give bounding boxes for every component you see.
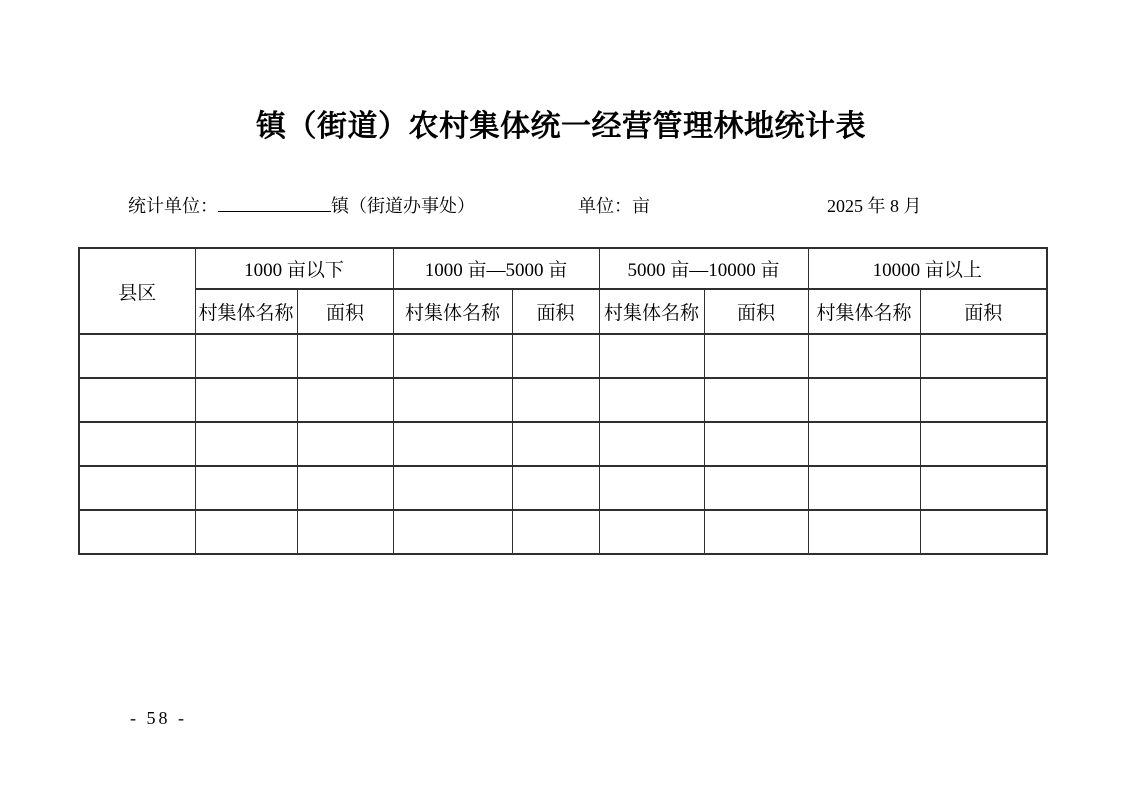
empty-cell — [599, 466, 704, 510]
empty-cell — [920, 334, 1047, 378]
table-row — [79, 422, 1047, 466]
empty-cell — [79, 334, 195, 378]
empty-cell — [195, 334, 297, 378]
empty-cell — [297, 510, 393, 554]
empty-cell — [195, 466, 297, 510]
empty-cell — [512, 422, 599, 466]
empty-cell — [297, 378, 393, 422]
empty-cell — [599, 334, 704, 378]
empty-cell — [599, 422, 704, 466]
table-row — [79, 510, 1047, 554]
empty-cell — [393, 422, 512, 466]
sub-header-cell: 面积 — [512, 289, 599, 334]
org-suffix-label: 镇（街道办事处） — [331, 196, 475, 216]
sub-header-cell: 面积 — [704, 289, 808, 334]
empty-cell — [704, 510, 808, 554]
group-header-cell: 5000 亩—10000 亩 — [599, 248, 808, 289]
empty-cell — [393, 334, 512, 378]
fill-in-blank — [218, 196, 331, 212]
empty-cell — [704, 334, 808, 378]
empty-cell — [808, 422, 920, 466]
sub-header-cell: 村集体名称 — [599, 289, 704, 334]
empty-cell — [808, 378, 920, 422]
sub-header-cell: 村集体名称 — [393, 289, 512, 334]
sub-header-cell: 村集体名称 — [808, 289, 920, 334]
sub-header-cell: 面积 — [920, 289, 1047, 334]
empty-cell — [297, 334, 393, 378]
sub-header-cell: 村集体名称 — [195, 289, 297, 334]
empty-cell — [79, 422, 195, 466]
empty-cell — [393, 510, 512, 554]
empty-cell — [512, 334, 599, 378]
page-number: - 58 - — [130, 708, 187, 728]
empty-cell — [920, 422, 1047, 466]
empty-cell — [599, 510, 704, 554]
empty-cell — [599, 378, 704, 422]
empty-cell — [79, 510, 195, 554]
empty-cell — [704, 466, 808, 510]
empty-cell — [920, 378, 1047, 422]
stat-unit-line — [128, 192, 475, 218]
table-row — [79, 378, 1047, 422]
group-header-cell: 10000 亩以上 — [808, 248, 1047, 289]
group-header-cell: 1000 亩—5000 亩 — [393, 248, 599, 289]
empty-cell — [512, 378, 599, 422]
empty-cell — [920, 466, 1047, 510]
statistics-table — [78, 247, 1048, 555]
empty-cell — [195, 510, 297, 554]
empty-cell — [79, 378, 195, 422]
empty-cell — [920, 510, 1047, 554]
empty-cell — [195, 422, 297, 466]
empty-cell — [79, 466, 195, 510]
stat-unit-label: 统计单位： — [128, 196, 218, 216]
report-date: 2025 年 8 月 — [827, 196, 922, 216]
table-row — [79, 334, 1047, 378]
table-row — [79, 466, 1047, 510]
group-header-cell: 1000 亩以下 — [195, 248, 393, 289]
empty-cell — [393, 466, 512, 510]
sub-header-cell: 面积 — [297, 289, 393, 334]
document-title: 镇（街道）农村集体统一经营管理林地统计表 — [256, 110, 866, 143]
corner-header-cell: 县区 — [79, 248, 195, 334]
empty-cell — [808, 510, 920, 554]
meta-line — [0, 192, 1122, 222]
empty-cell — [808, 466, 920, 510]
table-header — [79, 248, 1047, 334]
sub-header-row — [79, 289, 1047, 334]
empty-cell — [393, 378, 512, 422]
empty-cell — [512, 510, 599, 554]
table-body — [79, 334, 1047, 554]
empty-cell — [195, 378, 297, 422]
empty-cell — [704, 422, 808, 466]
unit-label: 单位：亩 — [578, 196, 650, 216]
empty-cell — [297, 422, 393, 466]
empty-cell — [512, 466, 599, 510]
group-header-row — [79, 248, 1047, 289]
empty-cell — [808, 334, 920, 378]
empty-cell — [704, 378, 808, 422]
empty-cell — [297, 466, 393, 510]
